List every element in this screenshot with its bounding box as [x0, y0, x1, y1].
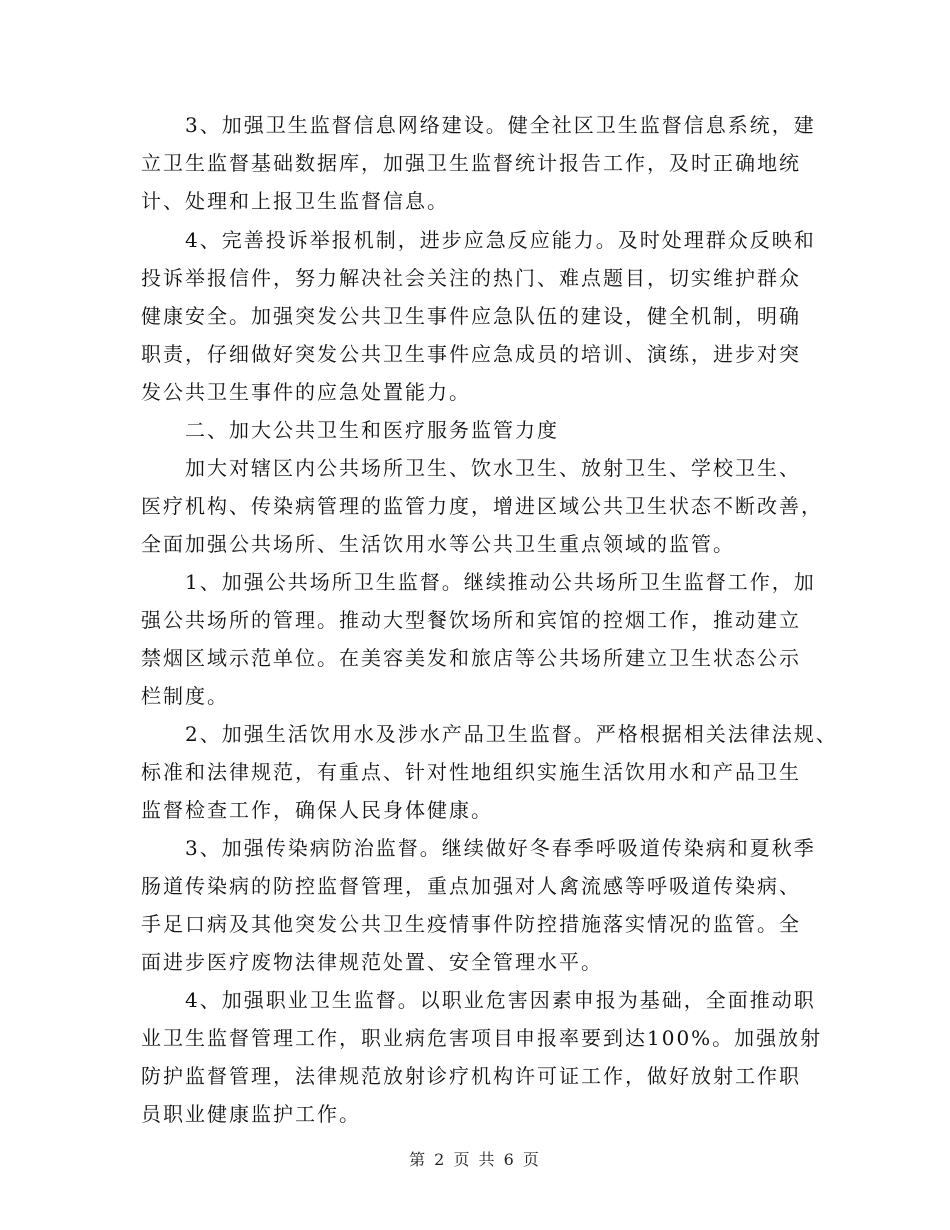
- paragraph-line: 2、加强生活饮用水及涉水产品卫生监督。严格根据相关法律法规、: [185, 722, 838, 746]
- paragraph-line: 立卫生监督基础数据库，加强卫生监督统计报告工作，及时正确地统: [141, 151, 801, 175]
- paragraph-line: 标准和法律规范，有重点、针对性地组织实施生活饮用水和产品卫生: [141, 760, 801, 784]
- paragraph-line: 职责，仔细做好突发公共卫生事件应急成员的培训、演练，进步对突: [141, 342, 801, 366]
- paragraph-line: 发公共卫生事件的应急处置能力。: [141, 380, 471, 404]
- paragraph-line: 4、完善投诉举报机制，进步应急反应能力。及时处理群众反映和: [185, 228, 816, 252]
- paragraph-line: 3、加强卫生监督信息网络建设。健全社区卫生监督信息系统，建: [185, 113, 816, 137]
- paragraph-line: 业卫生监督管理工作，职业病危害项目申报率要到达100%。加强放射: [141, 1026, 823, 1050]
- paragraph-line: 健康安全。加强突发公共卫生事件应急队伍的建设，健全机制，明确: [141, 304, 801, 328]
- paragraph-line: 面进步医疗废物法律规范处置、安全管理水平。: [141, 950, 603, 974]
- paragraph-line: 加大对辖区内公共场所卫生、饮水卫生、放射卫生、学校卫生、: [185, 456, 801, 480]
- paragraph-line: 防护监督管理，法律规范放射诊疗机构许可证工作，做好放射工作职: [141, 1064, 801, 1088]
- paragraph-line: 禁烟区域示范单位。在美容美发和旅店等公共场所建立卫生状态公示: [141, 646, 801, 670]
- paragraph-line: 员职业健康监护工作。: [141, 1102, 361, 1126]
- section-heading: 二、加大公共卫生和医疗服务监管力度: [185, 418, 559, 442]
- page-number-footer: 第 2 页 共 6 页: [409, 1150, 541, 1169]
- paragraph-line: 全面加强公共场所、生活饮用水等公共卫生重点领域的监管。: [141, 532, 735, 556]
- paragraph-line: 医疗机构、传染病管理的监管力度，增进区域公共卫生状态不断改善，: [141, 494, 823, 518]
- paragraph-line: 栏制度。: [141, 684, 229, 708]
- paragraph-line: 投诉举报信件，努力解决社会关注的热门、难点题目，切实维护群众: [141, 266, 801, 290]
- paragraph-line: 计、处理和上报卫生监督信息。: [141, 189, 449, 213]
- paragraph-line: 肠道传染病的防控监督管理，重点加强对人禽流感等呼吸道传染病、: [141, 874, 801, 898]
- paragraph-line: 监督检查工作，确保人民身体健康。: [141, 798, 493, 822]
- paragraph-line: 3、加强传染病防治监督。继续做好冬春季呼吸道传染病和夏秋季: [185, 836, 816, 860]
- paragraph-line: 1、加强公共场所卫生监督。继续推动公共场所卫生监督工作，加: [185, 570, 816, 594]
- paragraph-line: 手足口病及其他突发公共卫生疫情事件防控措施落实情况的监管。全: [141, 912, 801, 936]
- paragraph-line: 4、加强职业卫生监督。以职业危害因素申报为基础，全面推动职: [185, 988, 816, 1012]
- paragraph-line: 强公共场所的管理。推动大型餐饮场所和宾馆的控烟工作，推动建立: [141, 608, 801, 632]
